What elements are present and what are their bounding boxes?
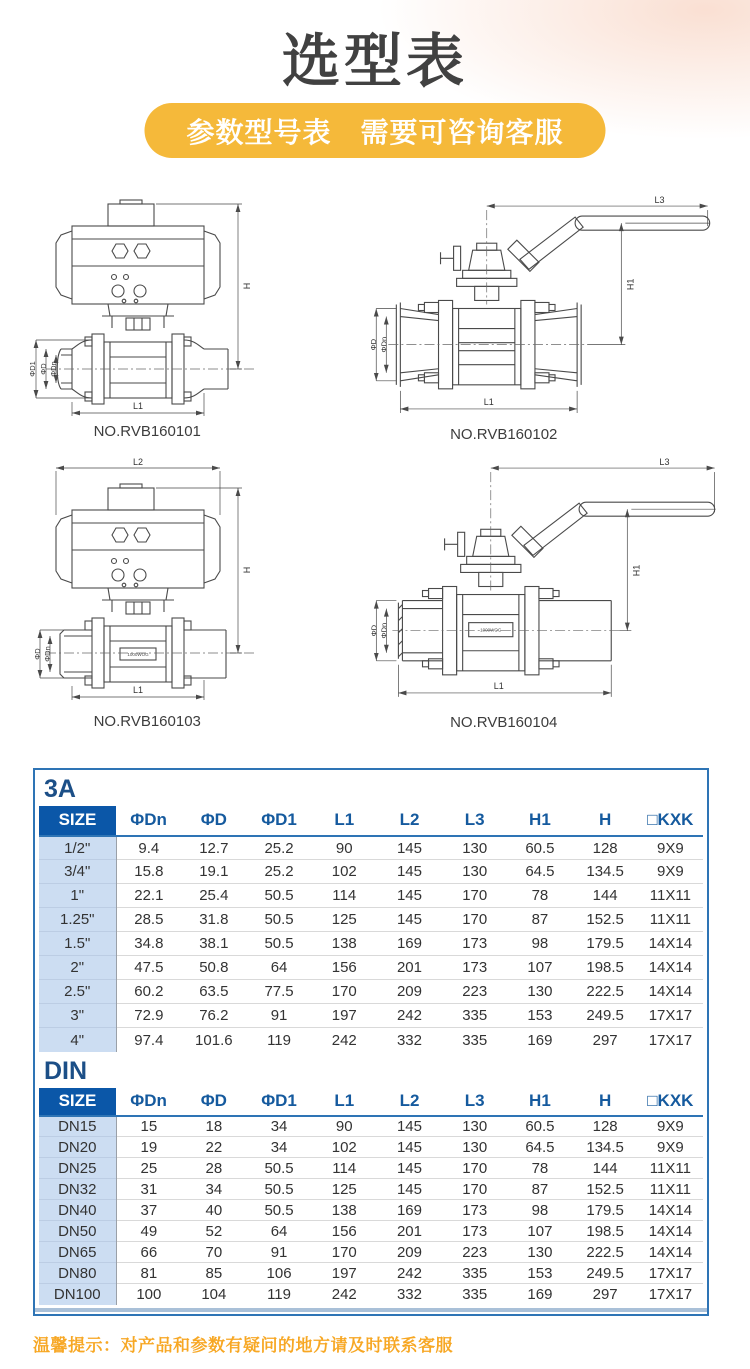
value-cell: 11X11 bbox=[638, 1179, 703, 1200]
valve-drawing-icon bbox=[368, 196, 730, 425]
value-cell: 15.8 bbox=[116, 860, 181, 884]
value-cell: 66 bbox=[116, 1242, 181, 1263]
table-row bbox=[39, 908, 703, 932]
value-cell: 9X9 bbox=[638, 860, 703, 884]
value-cell: 145 bbox=[377, 1158, 442, 1179]
column-header: ΦD1 bbox=[246, 1088, 311, 1116]
size-cell: 3" bbox=[39, 1004, 116, 1028]
column-header: ΦDn bbox=[116, 1088, 181, 1116]
value-cell: 9X9 bbox=[657, 839, 684, 857]
value-cell: 138 bbox=[312, 932, 377, 956]
table-row bbox=[39, 1242, 703, 1263]
value-cell: 50.5 bbox=[246, 1200, 311, 1221]
value-cell: 242 bbox=[312, 1284, 377, 1305]
value-cell: 64.5 bbox=[507, 1137, 572, 1158]
value-cell: 25.2 bbox=[246, 860, 311, 884]
dim-label-dn: ΦDn bbox=[379, 622, 389, 639]
spec-table-din bbox=[39, 1088, 703, 1305]
value-cell: 242 bbox=[377, 1263, 442, 1284]
value-cell: 102 bbox=[312, 860, 377, 884]
value-cell: 144 bbox=[573, 1158, 638, 1179]
value-cell: 125 bbox=[312, 908, 377, 932]
value-cell: 49 bbox=[116, 1221, 181, 1242]
value-cell: 335 bbox=[442, 1263, 507, 1284]
drawing-caption: NO.RVB160104 bbox=[450, 714, 558, 731]
table-row bbox=[39, 1200, 703, 1221]
value-cell: 145 bbox=[377, 860, 442, 884]
column-header: H1 bbox=[507, 1088, 572, 1116]
column-header: H bbox=[573, 1088, 638, 1116]
value-cell: 332 bbox=[377, 1284, 442, 1305]
banner-text: 参数型号表 需要可咨询客服 bbox=[186, 116, 564, 148]
banner bbox=[144, 103, 605, 158]
value-cell: 249.5 bbox=[573, 1004, 638, 1028]
value-cell: 169 bbox=[507, 1028, 572, 1052]
value-cell: 101.6 bbox=[181, 1028, 246, 1052]
size-cell: DN15 bbox=[39, 1116, 116, 1137]
value-cell: 209 bbox=[377, 980, 442, 1004]
column-header: L2 bbox=[377, 806, 442, 836]
value-cell: 106 bbox=[246, 1263, 311, 1284]
page-title: 选型表 bbox=[281, 29, 468, 94]
value-cell: 90 bbox=[335, 1117, 353, 1135]
drawing-caption: NO.RVB160101 bbox=[93, 423, 201, 440]
size-cell: DN65 bbox=[39, 1242, 116, 1263]
value-cell: 25.4 bbox=[181, 884, 246, 908]
value-cell: 64 bbox=[246, 1221, 311, 1242]
table-title-3a: 3A bbox=[44, 775, 76, 803]
value-cell: 11X11 bbox=[638, 908, 703, 932]
value-cell: 81 bbox=[116, 1263, 181, 1284]
value-cell: 50.5 bbox=[246, 908, 311, 932]
value-cell: 134.5 bbox=[573, 860, 638, 884]
value-cell: 38.1 bbox=[181, 932, 246, 956]
value-cell: 114 bbox=[312, 884, 377, 908]
value-cell: 153 bbox=[507, 1263, 572, 1284]
table-row bbox=[39, 1263, 703, 1284]
value-cell: 50.5 bbox=[246, 1179, 311, 1200]
dim-label-d1: ΦD1 bbox=[28, 361, 37, 377]
column-header: L3 bbox=[442, 1088, 507, 1116]
value-cell: 223 bbox=[442, 980, 507, 1004]
dim-label-h: H bbox=[242, 282, 252, 290]
table-row bbox=[39, 836, 703, 860]
value-cell: 145 bbox=[377, 884, 442, 908]
dim-label-h1: H1 bbox=[631, 564, 642, 577]
size-column-header: SIZE bbox=[39, 1088, 116, 1116]
table-row bbox=[39, 956, 703, 980]
column-header: L1 bbox=[312, 1088, 377, 1116]
spec-table-3a bbox=[39, 806, 703, 1052]
size-cell: DN32 bbox=[39, 1179, 116, 1200]
dim-label-l1: L1 bbox=[493, 680, 504, 691]
value-cell: 77.5 bbox=[246, 980, 311, 1004]
value-cell: 152.5 bbox=[573, 908, 638, 932]
size-cell: 4" bbox=[39, 1028, 116, 1052]
value-cell: 31 bbox=[116, 1179, 181, 1200]
value-cell: 198.5 bbox=[573, 956, 638, 980]
value-cell: 70 bbox=[181, 1242, 246, 1263]
value-cell: 52 bbox=[181, 1221, 246, 1242]
header-row bbox=[39, 806, 703, 836]
value-cell: 145 bbox=[396, 1117, 422, 1135]
dim-label-h1: H1 bbox=[625, 278, 636, 291]
value-cell: 119 bbox=[246, 1028, 311, 1052]
value-cell: 14X14 bbox=[638, 1242, 703, 1263]
value-cell: 201 bbox=[377, 956, 442, 980]
table-title-din: DIN bbox=[44, 1056, 88, 1085]
size-cell: 1.5" bbox=[39, 932, 116, 956]
drawing-rvb160102 bbox=[368, 196, 730, 443]
value-cell: 28 bbox=[181, 1158, 246, 1179]
value-cell: 170 bbox=[312, 1242, 377, 1263]
size-cell: DN50 bbox=[39, 1221, 116, 1242]
table-row bbox=[39, 1221, 703, 1242]
size-cell: 2.5" bbox=[39, 980, 116, 1004]
value-cell: 14X14 bbox=[638, 956, 703, 980]
value-cell: 297 bbox=[573, 1284, 638, 1305]
table-row bbox=[39, 860, 703, 884]
value-cell: 98 bbox=[507, 932, 572, 956]
value-cell: 100 bbox=[116, 1284, 181, 1305]
column-header: L2 bbox=[377, 1088, 442, 1116]
header-row bbox=[39, 1088, 703, 1116]
value-cell: 60.5 bbox=[525, 1117, 555, 1135]
value-cell: 222.5 bbox=[573, 980, 638, 1004]
footer-note: 温馨提示：对产品和参数有疑问的地方请及时联系客服 bbox=[33, 1336, 453, 1355]
table-row bbox=[39, 932, 703, 956]
value-cell: 335 bbox=[442, 1284, 507, 1305]
value-cell: 197 bbox=[312, 1263, 377, 1284]
table-row bbox=[39, 1004, 703, 1028]
table-row bbox=[39, 1158, 703, 1179]
size-cell: 3/4" bbox=[39, 860, 116, 884]
value-cell: 19 bbox=[116, 1137, 181, 1158]
value-cell: 145 bbox=[377, 1137, 442, 1158]
value-cell: 153 bbox=[507, 1004, 572, 1028]
value-cell: 11X11 bbox=[638, 884, 703, 908]
column-header: H1 bbox=[507, 806, 572, 836]
column-header: ΦD1 bbox=[246, 806, 311, 836]
column-header: ΦD bbox=[181, 806, 246, 836]
size-cell: DN40 bbox=[39, 1200, 116, 1221]
value-cell: 145 bbox=[396, 839, 422, 857]
value-cell: 198.5 bbox=[573, 1221, 638, 1242]
value-cell: 242 bbox=[377, 1004, 442, 1028]
table-row bbox=[39, 1137, 703, 1158]
value-cell: 102 bbox=[312, 1137, 377, 1158]
value-cell: 173 bbox=[442, 1200, 507, 1221]
value-cell: 60.5 bbox=[525, 839, 555, 857]
value-cell: 128 bbox=[592, 1117, 618, 1135]
valve-body-text: 1000WOG bbox=[127, 652, 149, 657]
dim-label-dn: ΦDn bbox=[379, 336, 389, 353]
valve-drawing-icon bbox=[28, 198, 293, 422]
value-cell: 91 bbox=[246, 1004, 311, 1028]
value-cell: 209 bbox=[377, 1242, 442, 1263]
value-cell: 134.5 bbox=[573, 1137, 638, 1158]
dim-label-l3: L3 bbox=[654, 196, 665, 206]
value-cell: 50.5 bbox=[246, 932, 311, 956]
value-cell: 197 bbox=[312, 1004, 377, 1028]
drawing-rvb160104 bbox=[368, 458, 730, 731]
value-cell: 9X9 bbox=[638, 1137, 703, 1158]
value-cell: 242 bbox=[312, 1028, 377, 1052]
value-cell: 11X11 bbox=[638, 1158, 703, 1179]
value-cell: 335 bbox=[442, 1028, 507, 1052]
value-cell: 173 bbox=[442, 956, 507, 980]
column-header: L1 bbox=[312, 806, 377, 836]
value-cell: 25 bbox=[116, 1158, 181, 1179]
dim-label-l1: L1 bbox=[483, 396, 494, 407]
value-cell: 12.7 bbox=[199, 839, 229, 857]
value-cell: 31.8 bbox=[181, 908, 246, 932]
value-cell: 107 bbox=[507, 1221, 572, 1242]
column-header: □KXK bbox=[638, 1088, 703, 1116]
value-cell: 25.2 bbox=[264, 839, 294, 857]
value-cell: 145 bbox=[377, 908, 442, 932]
value-cell: 130 bbox=[462, 839, 488, 857]
drawing-rvb160103 bbox=[28, 458, 293, 730]
column-header: □KXK bbox=[638, 806, 703, 836]
dim-label-l1: L1 bbox=[132, 401, 144, 411]
value-cell: 170 bbox=[442, 1158, 507, 1179]
value-cell: 14X14 bbox=[638, 932, 703, 956]
value-cell: 170 bbox=[442, 908, 507, 932]
value-cell: 130 bbox=[462, 1117, 488, 1135]
size-cell: 1/2" bbox=[39, 836, 116, 860]
size-cell: 1" bbox=[39, 884, 116, 908]
value-cell: 64.5 bbox=[507, 860, 572, 884]
value-cell: 34 bbox=[246, 1137, 311, 1158]
value-cell: 76.2 bbox=[181, 1004, 246, 1028]
value-cell: 332 bbox=[377, 1028, 442, 1052]
value-cell: 201 bbox=[377, 1221, 442, 1242]
value-cell: 28.5 bbox=[116, 908, 181, 932]
value-cell: 170 bbox=[442, 1179, 507, 1200]
size-cell: 2" bbox=[39, 956, 116, 980]
value-cell: 179.5 bbox=[573, 932, 638, 956]
valve-drawing-icon bbox=[368, 458, 730, 713]
value-cell: 17X17 bbox=[638, 1004, 703, 1028]
size-column-header: SIZE bbox=[39, 806, 116, 836]
value-cell: 40 bbox=[181, 1200, 246, 1221]
value-cell: 87 bbox=[507, 1179, 572, 1200]
column-header: ΦDn bbox=[116, 806, 181, 836]
value-cell: 72.9 bbox=[116, 1004, 181, 1028]
size-cell: DN20 bbox=[39, 1137, 116, 1158]
value-cell: 156 bbox=[312, 956, 377, 980]
dim-label-dn: ΦDn bbox=[43, 646, 52, 662]
value-cell: 78 bbox=[507, 884, 572, 908]
value-cell: 90 bbox=[335, 839, 353, 857]
value-cell: 34.8 bbox=[116, 932, 181, 956]
value-cell: 104 bbox=[181, 1284, 246, 1305]
value-cell: 37 bbox=[116, 1200, 181, 1221]
value-cell: 249.5 bbox=[573, 1263, 638, 1284]
value-cell: 64 bbox=[246, 956, 311, 980]
value-cell: 60.2 bbox=[116, 980, 181, 1004]
value-cell: 173 bbox=[442, 1221, 507, 1242]
value-cell: 144 bbox=[573, 884, 638, 908]
table-row bbox=[39, 884, 703, 908]
value-cell: 169 bbox=[507, 1284, 572, 1305]
size-cell: 1.25" bbox=[39, 908, 116, 932]
drawing-caption: NO.RVB160103 bbox=[93, 713, 201, 730]
dim-label-d: ΦD bbox=[39, 363, 48, 375]
dim-label-l2: L2 bbox=[132, 458, 144, 467]
value-cell: 91 bbox=[246, 1242, 311, 1263]
value-cell: 22 bbox=[181, 1137, 246, 1158]
value-cell: 34 bbox=[270, 1117, 288, 1135]
column-header: H bbox=[573, 806, 638, 836]
dim-label-dn: ΦDn bbox=[49, 361, 58, 377]
value-cell: 222.5 bbox=[573, 1242, 638, 1263]
value-cell: 335 bbox=[442, 1004, 507, 1028]
value-cell: 14X14 bbox=[638, 1221, 703, 1242]
table-bottom-accent bbox=[35, 1308, 707, 1312]
value-cell: 173 bbox=[442, 932, 507, 956]
value-cell: 63.5 bbox=[181, 980, 246, 1004]
value-cell: 170 bbox=[442, 884, 507, 908]
column-header: L3 bbox=[442, 806, 507, 836]
dim-label-l1: L1 bbox=[132, 685, 144, 695]
value-cell: 156 bbox=[312, 1221, 377, 1242]
table-row bbox=[39, 1116, 703, 1137]
dim-label-l3: L3 bbox=[659, 458, 670, 468]
dim-label-d: ΦD bbox=[369, 624, 379, 637]
table-row bbox=[39, 980, 703, 1004]
value-cell: 145 bbox=[377, 1179, 442, 1200]
value-cell: 9.4 bbox=[138, 839, 160, 857]
value-cell: 107 bbox=[507, 956, 572, 980]
value-cell: 130 bbox=[442, 860, 507, 884]
value-cell: 114 bbox=[312, 1158, 377, 1179]
value-cell: 14X14 bbox=[638, 980, 703, 1004]
dim-label-d: ΦD bbox=[369, 338, 379, 351]
value-cell: 85 bbox=[181, 1263, 246, 1284]
value-cell: 17X17 bbox=[638, 1263, 703, 1284]
value-cell: 169 bbox=[377, 1200, 442, 1221]
value-cell: 297 bbox=[573, 1028, 638, 1052]
value-cell: 15 bbox=[140, 1117, 158, 1135]
size-cell: DN80 bbox=[39, 1263, 116, 1284]
value-cell: 50.5 bbox=[246, 884, 311, 908]
value-cell: 17X17 bbox=[638, 1284, 703, 1305]
dim-label-h: H bbox=[242, 566, 252, 574]
value-cell: 97.4 bbox=[116, 1028, 181, 1052]
table-row bbox=[39, 1284, 703, 1305]
column-header: ΦD bbox=[181, 1088, 246, 1116]
value-cell: 169 bbox=[377, 932, 442, 956]
table-row bbox=[39, 1179, 703, 1200]
valve-body-text: 1000WOG bbox=[480, 627, 502, 633]
value-cell: 130 bbox=[507, 980, 572, 1004]
value-cell: 223 bbox=[442, 1242, 507, 1263]
value-cell: 98 bbox=[507, 1200, 572, 1221]
value-cell: 14X14 bbox=[638, 1200, 703, 1221]
value-cell: 138 bbox=[312, 1200, 377, 1221]
value-cell: 34 bbox=[181, 1179, 246, 1200]
value-cell: 152.5 bbox=[573, 1179, 638, 1200]
size-cell: DN100 bbox=[39, 1284, 116, 1305]
value-cell: 17X17 bbox=[638, 1028, 703, 1052]
size-cell: DN25 bbox=[39, 1158, 116, 1179]
value-cell: 78 bbox=[507, 1158, 572, 1179]
value-cell: 22.1 bbox=[116, 884, 181, 908]
dim-label-d: ΦD bbox=[33, 648, 42, 660]
value-cell: 125 bbox=[312, 1179, 377, 1200]
drawing-caption: NO.RVB160102 bbox=[450, 426, 558, 443]
value-cell: 87 bbox=[507, 908, 572, 932]
valve-drawing-icon bbox=[28, 458, 293, 712]
value-cell: 18 bbox=[205, 1117, 223, 1135]
value-cell: 47.5 bbox=[116, 956, 181, 980]
value-cell: 170 bbox=[312, 980, 377, 1004]
value-cell: 50.8 bbox=[181, 956, 246, 980]
value-cell: 130 bbox=[442, 1137, 507, 1158]
value-cell: 130 bbox=[507, 1242, 572, 1263]
value-cell: 19.1 bbox=[181, 860, 246, 884]
value-cell: 50.5 bbox=[246, 1158, 311, 1179]
drawing-rvb160101 bbox=[28, 198, 293, 440]
value-cell: 119 bbox=[246, 1284, 311, 1305]
value-cell: 179.5 bbox=[573, 1200, 638, 1221]
value-cell: 128 bbox=[592, 839, 618, 857]
table-row bbox=[39, 1028, 703, 1052]
value-cell: 9X9 bbox=[657, 1117, 684, 1135]
spec-tables-panel bbox=[33, 768, 709, 1316]
